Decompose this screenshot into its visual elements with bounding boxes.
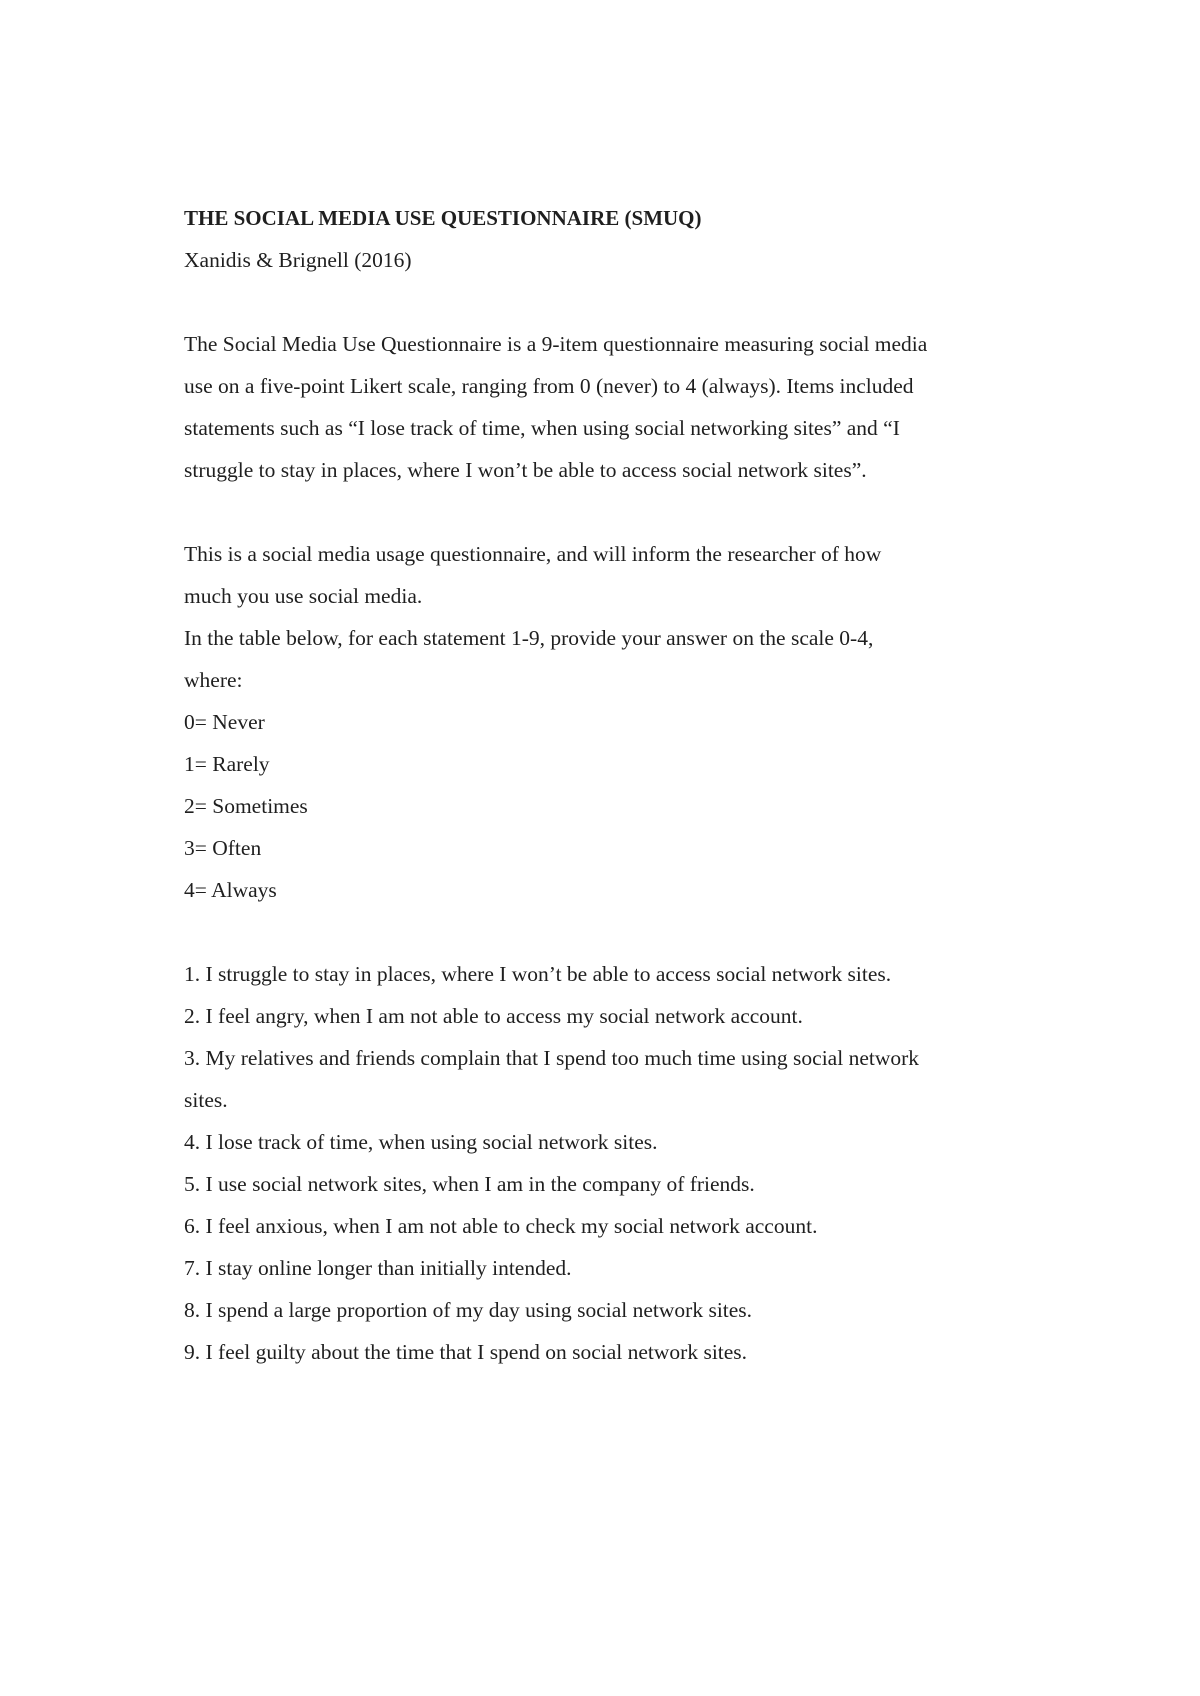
list-item: 5. I use social network sites, when I am in the company of friends.	[184, 1172, 755, 1196]
document-title: THE SOCIAL MEDIA USE QUESTIONNAIRE (SMUQ)	[184, 206, 702, 230]
instruction-line: This is a social media usage questionnaire, and will inform the researcher of how	[184, 542, 882, 566]
list-item: 2. I feel angry, when I am not able to access my social network account.	[184, 1004, 803, 1028]
scale-item: 0= Never	[184, 710, 265, 734]
spacer	[184, 281, 1044, 323]
scale-item: 1= Rarely	[184, 752, 270, 776]
intro-line: statements such as “I lose track of time, when using social networking sites” and “I	[184, 416, 900, 440]
intro-line: The Social Media Use Questionnaire is a 9-item questionnaire measuring social media	[184, 332, 928, 356]
list-item: 8. I spend a large proportion of my day using social network sites.	[184, 1298, 753, 1322]
scale-legend	[184, 701, 1044, 911]
list-item: sites.	[184, 1088, 228, 1112]
list-item: 4. I lose track of time, when using social network sites.	[184, 1130, 658, 1154]
intro-line: struggle to stay in places, where I won’t be able to access social network sites”.	[184, 458, 867, 482]
instructions-paragraph	[184, 533, 1044, 701]
citation: Xanidis & Brignell (2016)	[184, 248, 412, 272]
spacer	[184, 911, 1044, 953]
list-item: 7. I stay online longer than initially intended.	[184, 1256, 572, 1280]
spacer	[184, 491, 1044, 533]
instruction-line: much you use social media.	[184, 584, 423, 608]
list-item: 9. I feel guilty about the time that I spend on social network sites.	[184, 1340, 748, 1364]
intro-paragraph	[184, 323, 1044, 491]
list-item: 6. I feel anxious, when I am not able to check my social network account.	[184, 1214, 818, 1238]
scale-item: 2= Sometimes	[184, 794, 308, 818]
scale-item: 4= Always	[184, 878, 277, 902]
list-item: 1. I struggle to stay in places, where I won’t be able to access social network sites.	[184, 962, 892, 986]
scale-item: 3= Often	[184, 836, 262, 860]
instruction-line: In the table below, for each statement 1-9, provide your answer on the scale 0-4,	[184, 626, 874, 650]
list-item: 3. My relatives and friends complain that I spend too much time using social network	[184, 1046, 920, 1070]
document-body	[184, 197, 1044, 1373]
intro-line: use on a five-point Likert scale, ranging from 0 (never) to 4 (always). Items included	[184, 374, 914, 398]
instruction-line: where:	[184, 668, 243, 692]
questionnaire-items	[184, 953, 1044, 1373]
